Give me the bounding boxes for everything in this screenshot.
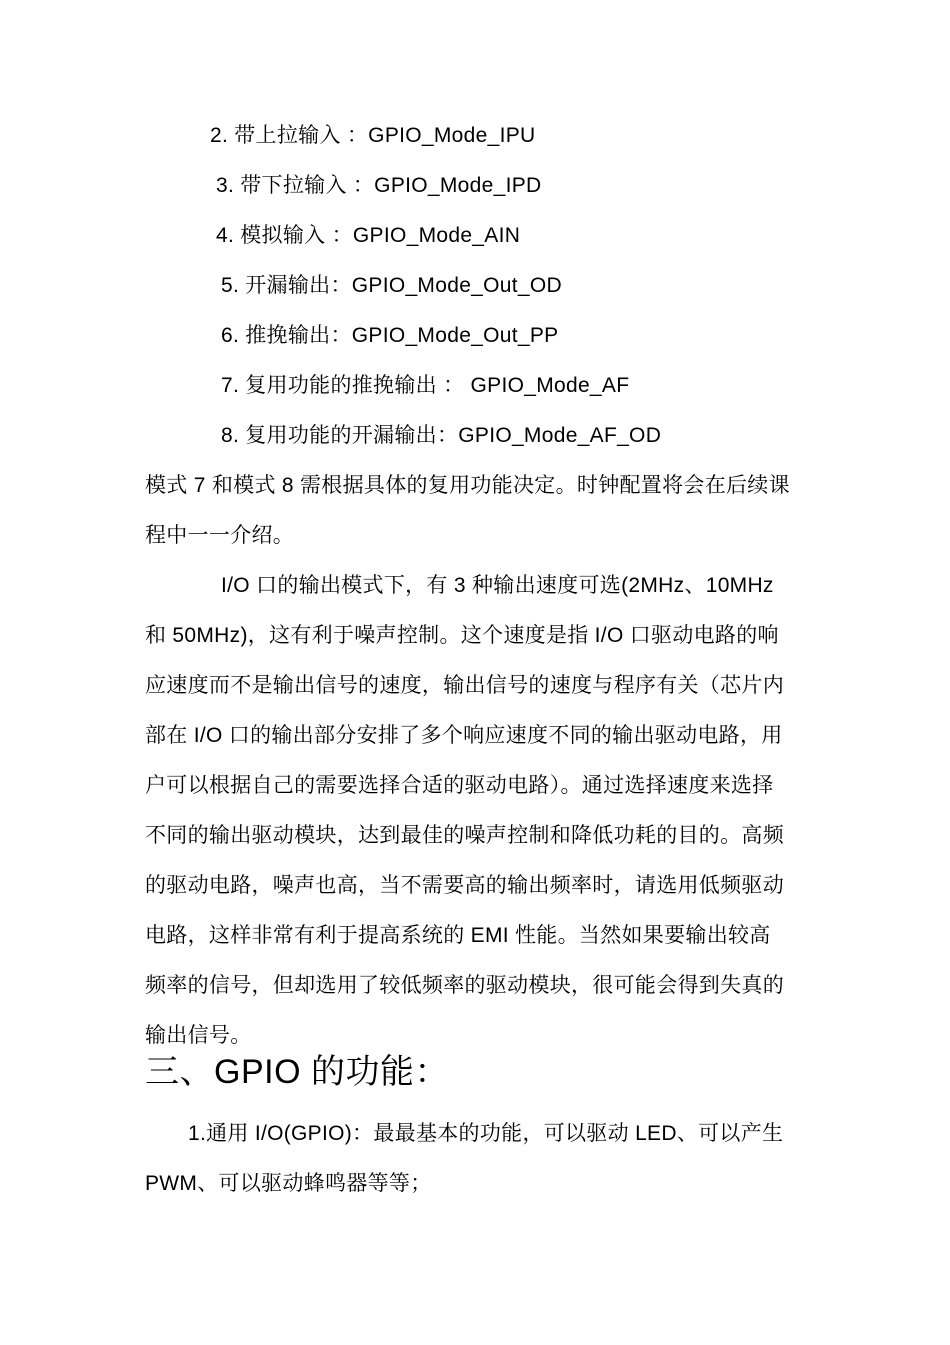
speed-line-8: 电路，这样非常有利于提高系统的 EMI 性能。当然如果要输出较高 (145, 924, 771, 947)
speed-line-3: 应速度而不是输出信号的速度，输出信号的速度与程序有关（芯片内 (145, 674, 784, 697)
function-line-2: PWM、可以驱动蜂鸣器等等； (145, 1172, 432, 1195)
note-line-1: 模式 7 和模式 8 需根据具体的复用功能决定。时钟配置将会在后续课 (145, 474, 790, 497)
speed-line-7: 的驱动电路，噪声也高，当不需要高的输出频率时，请选用低频驱动 (145, 874, 784, 897)
note-line-2: 程中一一介绍。 (145, 524, 295, 547)
mode-item-out-pp: 6. 推挽输出：GPIO_Mode_Out_PP (221, 324, 559, 347)
mode-item-ipu: 2. 带上拉输入 ：GPIO_Mode_IPU (210, 124, 536, 147)
speed-line-5: 户可以根据自己的需要选择合适的驱动电路）。通过选择速度来选择 (145, 774, 774, 797)
mode-item-af-od: 8. 复用功能的开漏输出：GPIO_Mode_AF_OD (221, 424, 662, 447)
speed-line-9: 频率的信号，但却选用了较低频率的驱动模块，很可能会得到失真的 (145, 974, 784, 997)
speed-line-10: 输出信号。 (145, 1024, 252, 1047)
speed-line-2: 和 50MHz)，这有利于噪声控制。这个速度是指 I/O 口驱动电路的响 (145, 624, 779, 647)
mode-item-ain: 4. 模拟输入 ：GPIO_Mode_AIN (216, 224, 521, 247)
speed-line-4: 部在 I/O 口的输出部分安排了多个响应速度不同的输出驱动电路，用 (145, 724, 783, 747)
mode-item-af: 7. 复用功能的推挽输出 ： GPIO_Mode_AF (221, 374, 630, 397)
speed-line-1: I/O 口的输出模式下，有 3 种输出速度可选(2MHz、10MHz (221, 574, 774, 597)
speed-line-6: 不同的输出驱动模块，达到最佳的噪声控制和降低功耗的目的。高频 (145, 824, 784, 847)
mode-item-out-od: 5. 开漏输出：GPIO_Mode_Out_OD (221, 274, 562, 297)
mode-item-ipd: 3. 带下拉输入 ：GPIO_Mode_IPD (216, 174, 542, 197)
function-line-1: 1.通用 I/O(GPIO)：最最基本的功能，可以驱动 LED、可以产生 (188, 1122, 784, 1145)
section-heading: 三、GPIO 的功能： (145, 1053, 449, 1091)
